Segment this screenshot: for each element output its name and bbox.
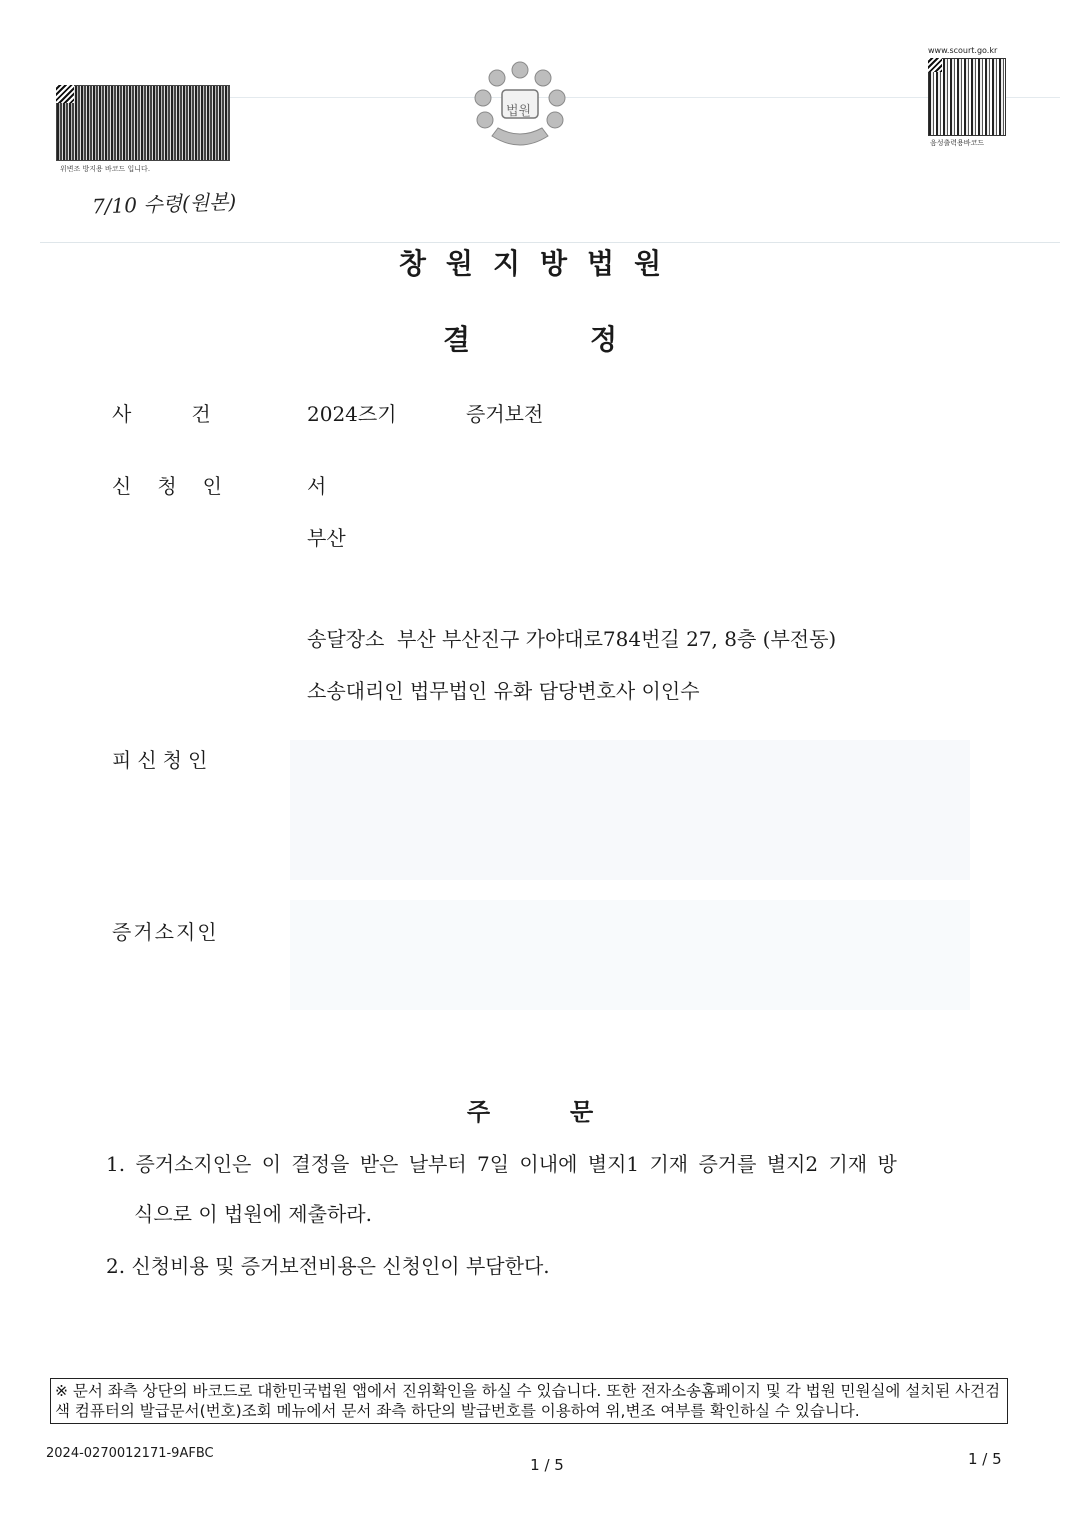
qr-caption: 음성출력용바코드 [930, 139, 985, 147]
respondent-label: 피신청인 [112, 748, 214, 772]
delivery-place: 송달장소 부산 부산진구 가야대로784번길 27, 8층 (부전동) [307, 627, 837, 651]
document-type: 결정 [442, 323, 738, 356]
barcode-corner-mark [56, 85, 74, 103]
evidence-holder-label: 증거소지인 [112, 920, 219, 944]
verification-notice: ※ 문서 좌측 상단의 바코드로 대한민국법원 앱에서 진위확인을 하실 수 있습니다. 또한 전자소송홈페이지 및 각 법원 민원실에 설치된 사건검색 컴퓨터의 발급문서(번호)조회 메뉴에서 문서 좌측 하단의 발급번호를 이용하여 위,변조 여부를 확인하실 수 있습니다. [50, 1378, 1008, 1424]
site-url: www.scourt.go.kr [928, 46, 998, 55]
redacted-area [290, 900, 970, 1010]
page-number: 1 / 5 [530, 1456, 564, 1474]
order-item-1-line-2: 식으로 이 법원에 제출하라. [134, 1202, 372, 1226]
case-name: 증거보전 [466, 402, 544, 426]
order-item-2: 2. 신청비용 및 증거보전비용은 신청인이 부담한다. [106, 1254, 550, 1278]
qr-corner-mark [928, 58, 942, 72]
order-item-1-line-1: 1. 증거소지인은 이 결정을 받은 날부터 7일 이내에 별지1 기재 증거를 별지2 기재 방 [106, 1152, 897, 1176]
court-name: 창원지방법원 [398, 247, 682, 280]
issue-number: 2024-0270012171-9AFBC [46, 1446, 214, 1461]
barcode-caption: 위변조 방지용 바코드 입니다. [60, 165, 151, 173]
page-number-right: 1 / 5 [968, 1450, 1002, 1468]
redacted-area [290, 740, 970, 880]
applicant-name: 서 [307, 474, 327, 498]
handwritten-note: 7/10 수령(원본) [91, 189, 237, 219]
case-number: 2024즈기 [307, 402, 397, 426]
seal-label: 법원 [506, 104, 532, 119]
order-title: 주문 [466, 1098, 674, 1126]
verification-barcode [56, 85, 230, 161]
legal-agent: 소송대리인 법무법인 유화 담당변호사 이인수 [307, 679, 700, 703]
case-label: 사건 [112, 402, 271, 426]
applicant-label: 신청인 [112, 474, 248, 498]
applicant-address: 부산 [307, 526, 346, 550]
